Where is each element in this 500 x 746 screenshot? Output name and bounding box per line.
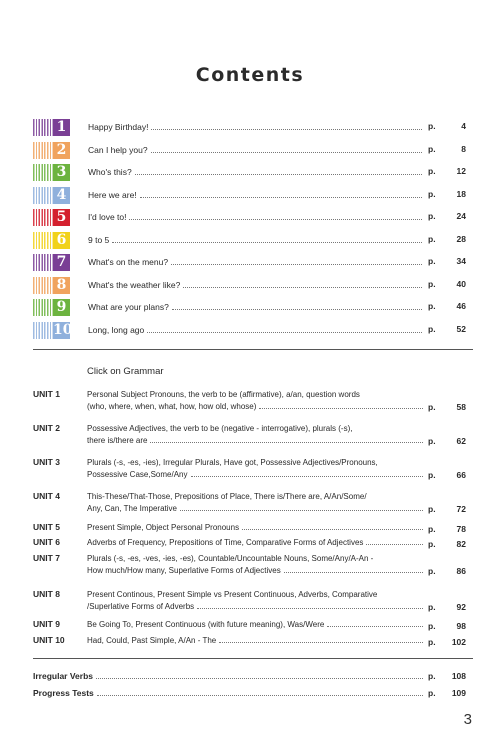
toc-row[interactable] bbox=[33, 208, 473, 231]
page-prefix: p. bbox=[428, 256, 436, 266]
dot-leader bbox=[327, 626, 423, 627]
page-title: Contents bbox=[195, 64, 305, 86]
unit-desc-line: Possessive Adjectives, the verb to be (negative - interrogative), plurals (-s), bbox=[87, 424, 353, 433]
toc-title: Who's this? bbox=[88, 167, 132, 177]
unit-desc-line: This-These/That-Those, Prepositions of Place, There is/There are, A/An/Some/ bbox=[87, 492, 367, 501]
unit-desc-line: Adverbs of Frequency, Prepositions of Time, Comparative Forms of Adjectives bbox=[87, 538, 364, 547]
unit-label: UNIT 10 bbox=[33, 635, 65, 645]
unit-row[interactable] bbox=[33, 619, 473, 631]
page-number: 3 bbox=[463, 711, 472, 728]
unit-number-badge: 10 bbox=[33, 322, 70, 339]
toc-page: 52 bbox=[456, 323, 466, 334]
dot-leader bbox=[150, 442, 423, 443]
extra-page: 109 bbox=[451, 688, 466, 698]
unit-label: UNIT 4 bbox=[33, 491, 60, 501]
unit-label: UNIT 7 bbox=[33, 553, 60, 563]
unit-desc-line: Had, Could, Past Simple, A/An - The bbox=[87, 636, 217, 645]
toc-title: 9 to 5 bbox=[88, 234, 110, 245]
page-prefix: p. bbox=[428, 278, 436, 289]
page-prefix: p. bbox=[428, 166, 436, 176]
dot-leader bbox=[135, 174, 422, 175]
toc-title: What's the weather like? bbox=[88, 279, 181, 290]
unit-desc-line: Personal Subject Pronouns, the verb to be (affirmative), a/an, question words bbox=[87, 390, 360, 399]
unit-label: UNIT 5 bbox=[33, 522, 60, 532]
page-prefix: p. bbox=[428, 436, 436, 446]
page-prefix: p. bbox=[428, 538, 436, 549]
toc-title: Happy Birthday! bbox=[88, 122, 149, 132]
unit-number-badge: 1 bbox=[33, 119, 70, 136]
unit-desc-line: Plurals (-s, -es, -ies), Irregular Plurals, Have got, Possessive Adjectives/Pronouns, bbox=[87, 458, 378, 467]
toc-page: 46 bbox=[456, 301, 466, 311]
dot-leader bbox=[366, 544, 423, 545]
unit-page: 62 bbox=[456, 436, 466, 446]
unit-number-badge: 4 bbox=[33, 187, 70, 204]
toc-row[interactable] bbox=[33, 231, 473, 254]
unit-page: 98 bbox=[456, 620, 466, 631]
dot-leader bbox=[259, 408, 423, 409]
section-divider bbox=[33, 349, 473, 350]
unit-row[interactable] bbox=[33, 423, 473, 446]
toc-title: Long, long ago bbox=[88, 324, 145, 335]
unit-desc-line: Present Simple, Object Personal Pronouns bbox=[87, 523, 240, 532]
dot-leader bbox=[112, 242, 422, 243]
page-prefix: p. bbox=[428, 523, 436, 534]
unit-number-badge: 2 bbox=[33, 142, 70, 159]
toc-title: What's on the menu? bbox=[88, 257, 169, 267]
unit-label: UNIT 3 bbox=[33, 457, 60, 467]
unit-desc-line: (who, where, when, what, how, how old, whose) bbox=[87, 401, 257, 411]
section-divider bbox=[33, 658, 473, 659]
page-prefix: p. bbox=[428, 188, 436, 199]
unit-page: 92 bbox=[456, 602, 466, 612]
dot-leader bbox=[172, 309, 422, 310]
unit-label: UNIT 2 bbox=[33, 423, 60, 433]
toc-page: 40 bbox=[456, 278, 466, 289]
toc-row[interactable] bbox=[33, 253, 473, 276]
dot-leader bbox=[129, 219, 422, 220]
dot-leader bbox=[151, 129, 422, 130]
toc-page: 8 bbox=[461, 143, 466, 154]
dot-leader bbox=[191, 476, 424, 477]
page-prefix: p. bbox=[428, 636, 436, 647]
unit-page: 72 bbox=[456, 504, 466, 514]
unit-label: UNIT 9 bbox=[33, 619, 60, 629]
unit-number-badge: 6 bbox=[33, 232, 70, 249]
extra-page: 108 bbox=[451, 671, 466, 681]
unit-desc-line: Be Going To, Present Continuous (with future meaning), Was/Were bbox=[87, 620, 325, 629]
unit-number-badge: 8 bbox=[33, 277, 70, 294]
toc-title: What are your plans? bbox=[88, 302, 169, 312]
page-prefix: p. bbox=[428, 301, 436, 311]
page-prefix: p. bbox=[428, 323, 436, 334]
dot-leader bbox=[96, 678, 423, 679]
unit-row[interactable] bbox=[33, 635, 473, 647]
unit-label: UNIT 8 bbox=[33, 589, 60, 599]
dot-leader bbox=[171, 264, 422, 265]
page-prefix: p. bbox=[428, 688, 436, 698]
page-prefix: p. bbox=[428, 602, 436, 612]
extra-row[interactable] bbox=[33, 688, 473, 702]
unit-desc-line: Present Continous, Present Simple vs Present Continuous, Adverbs, Comparative bbox=[87, 590, 378, 599]
unit-desc-line: Possessive Case,Some/Any bbox=[87, 469, 188, 479]
toc-title: Here we are! bbox=[88, 189, 137, 200]
toc-page: 34 bbox=[456, 256, 466, 266]
unit-desc-line: /Superlative Forms of Adverbs bbox=[87, 601, 195, 611]
toc-list bbox=[33, 118, 473, 343]
unit-label: UNIT 6 bbox=[33, 537, 60, 547]
page-prefix: p. bbox=[428, 504, 436, 514]
unit-number-badge: 7 bbox=[33, 254, 70, 271]
extra-row[interactable] bbox=[33, 671, 473, 685]
unit-row[interactable] bbox=[33, 491, 473, 514]
page-prefix: p. bbox=[428, 143, 436, 154]
unit-desc-line: there is/there are bbox=[87, 435, 148, 445]
toc-page: 24 bbox=[456, 211, 466, 221]
unit-desc-line: How much/How many, Superlative Forms of Adjectives bbox=[87, 565, 281, 575]
page-prefix: p. bbox=[428, 211, 436, 221]
toc-page: 4 bbox=[461, 121, 466, 131]
unit-number-badge: 9 bbox=[33, 299, 70, 316]
unit-row[interactable] bbox=[33, 457, 473, 480]
unit-row[interactable] bbox=[33, 537, 473, 549]
unit-page: 102 bbox=[451, 636, 466, 647]
toc-row[interactable] bbox=[33, 298, 473, 321]
page-prefix: p. bbox=[428, 566, 436, 576]
unit-row[interactable] bbox=[33, 589, 473, 612]
unit-desc-line: Plurals (-s, -es, -ves, -ies, -es), Countable/Uncountable Nouns, Some/Any/A-An - bbox=[87, 554, 374, 563]
toc-row[interactable] bbox=[33, 163, 473, 186]
toc-row[interactable] bbox=[33, 276, 473, 299]
toc-row[interactable] bbox=[33, 118, 473, 141]
dot-leader bbox=[219, 642, 423, 643]
page-prefix: p. bbox=[428, 470, 436, 480]
dot-leader bbox=[180, 510, 423, 511]
dot-leader bbox=[197, 608, 423, 609]
toc-title: I'd love to! bbox=[88, 212, 127, 222]
unit-number-badge: 5 bbox=[33, 209, 70, 226]
page-prefix: p. bbox=[428, 121, 436, 131]
unit-page: 78 bbox=[456, 523, 466, 534]
toc-row[interactable] bbox=[33, 141, 473, 164]
page-prefix: p. bbox=[428, 402, 436, 412]
toc-title: Can I help you? bbox=[88, 144, 148, 155]
unit-row[interactable] bbox=[33, 553, 473, 576]
unit-page: 82 bbox=[456, 538, 466, 549]
unit-desc-line: Any, Can, The Imperative bbox=[87, 503, 177, 513]
unit-label: UNIT 1 bbox=[33, 389, 60, 399]
toc-page: 18 bbox=[456, 188, 466, 199]
dot-leader bbox=[284, 572, 423, 573]
page-prefix: p. bbox=[428, 620, 436, 631]
dot-leader bbox=[140, 197, 422, 198]
dot-leader bbox=[183, 287, 422, 288]
unit-number-badge: 3 bbox=[33, 164, 70, 181]
toc-page: 12 bbox=[456, 166, 466, 176]
dot-leader bbox=[147, 332, 422, 333]
dot-leader bbox=[151, 152, 422, 153]
unit-page: 66 bbox=[456, 470, 466, 480]
section-heading: Click on Grammar bbox=[87, 366, 164, 377]
toc-row[interactable] bbox=[33, 186, 473, 209]
unit-row[interactable] bbox=[33, 389, 473, 412]
dot-leader bbox=[242, 529, 423, 530]
dot-leader bbox=[97, 695, 423, 696]
unit-row[interactable] bbox=[33, 522, 473, 534]
toc-page: 28 bbox=[456, 233, 466, 244]
toc-row[interactable] bbox=[33, 321, 473, 344]
unit-page: 58 bbox=[456, 402, 466, 412]
extra-title: Progress Tests bbox=[33, 688, 94, 698]
extra-title: Irregular Verbs bbox=[33, 671, 94, 681]
unit-page: 86 bbox=[456, 566, 466, 576]
page-prefix: p. bbox=[428, 233, 436, 244]
page-prefix: p. bbox=[428, 671, 436, 681]
